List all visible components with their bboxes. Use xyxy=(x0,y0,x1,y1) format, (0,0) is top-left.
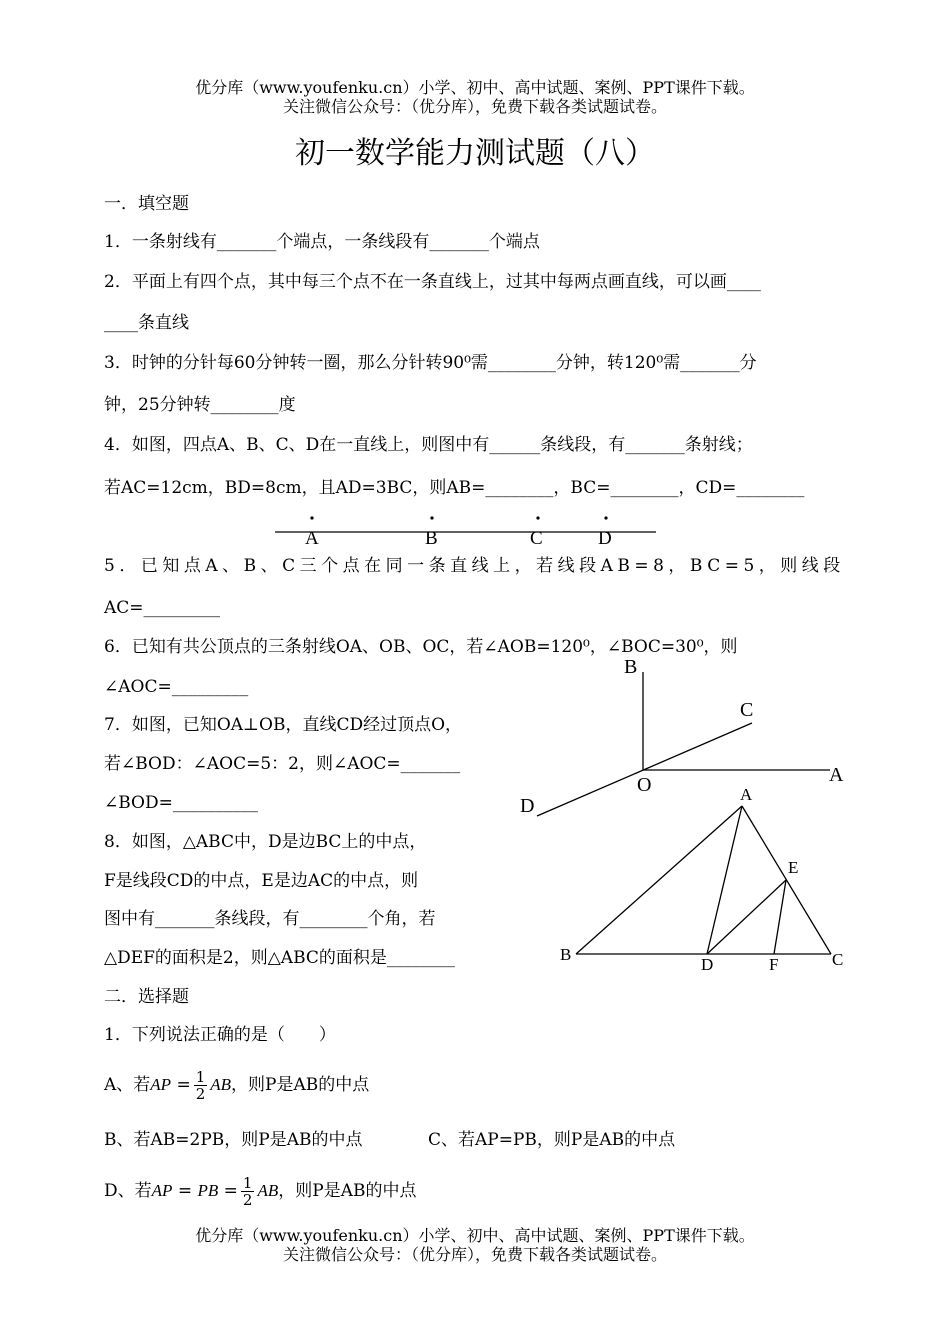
option-c: C、若AP=PB，则P是AB的中点 xyxy=(428,1130,676,1150)
question-1-3-line-2: 钟，25分钟转________度 xyxy=(104,395,296,415)
triangle-label-f: F xyxy=(769,955,779,974)
section-1-heading: 一．填空题 xyxy=(104,194,189,214)
question-1-4-line-1: 4．如图，四点A、B、C、D在一直线上，则图中有______条线段，有_______条射线； xyxy=(104,435,753,455)
header-line-1: 优分库（www.youfenku.cn）小学、初中、高中试题、案例、PPT课件下载。 xyxy=(195,78,755,97)
option-d-rhs: AB xyxy=(257,1181,279,1200)
fraction-denominator: 2 xyxy=(195,1085,206,1103)
question-1-4-line-2: 若AC=12cm，BD=8cm，且AD=3BC，则AB=________，BC=________，CD=________ xyxy=(104,478,805,498)
question-1-3-line-1: 3．时钟的分针每60分钟转一圈，那么分针转90⁰需________分钟，转120⁰需_______分 xyxy=(104,353,757,373)
question-1-8-line-3: 图中有_______条线段，有________个角，若 xyxy=(104,909,436,929)
point-a-dot xyxy=(310,516,313,519)
option-b: B、若AB=2PB，则P是AB的中点 xyxy=(104,1130,363,1150)
footer-line-2: 关注微信公众号：（优分库），免费下载各类试题试卷。 xyxy=(282,1245,667,1264)
option-d-mid: PB xyxy=(197,1181,219,1200)
point-d-dot xyxy=(604,516,607,519)
page-title: 初一数学能力测试题（八） xyxy=(295,136,655,171)
triangle-figure xyxy=(555,780,855,980)
question-1-6-line-2: ∠AOC=_________ xyxy=(104,677,249,697)
triangle-label-e: E xyxy=(788,858,799,877)
triangle-label-d: D xyxy=(701,955,714,974)
triangle-label-b: B xyxy=(560,945,572,964)
option-d xyxy=(104,1170,416,1212)
question-1-5-line-2: AC=_________ xyxy=(104,598,221,618)
triangle-label-a: A xyxy=(740,785,753,804)
question-1-7-line-1: 7．如图，已知OA⊥OB，直线CD经过顶点O， xyxy=(104,715,463,735)
segment-ab xyxy=(576,806,742,954)
point-c-dot xyxy=(536,516,539,519)
segment-ac xyxy=(742,806,831,954)
point-a-label: A xyxy=(305,528,319,549)
question-1-8-line-4: △DEF的面积是2，则△ABC的面积是________ xyxy=(104,948,455,968)
option-d-equals-1: = xyxy=(177,1181,193,1201)
point-c-label: C xyxy=(530,528,543,549)
point-d-label: D xyxy=(598,528,612,549)
question-1-2-line-2: ____条直线 xyxy=(104,313,189,333)
question-1-2-line-1: 2．平面上有四个点，其中每三个点不在一条直线上，过其中每两点画直线，可以画____ xyxy=(104,272,761,292)
fraction-numerator: 1 xyxy=(242,1174,253,1192)
option-a-suffix: ，则P是AB的中点 xyxy=(231,1075,370,1095)
question-1-1: 1．一条射线有_______个端点，一条线段有_______个端点 xyxy=(104,232,540,252)
fraction-denominator: 2 xyxy=(242,1191,253,1209)
header-line-2: 关注微信公众号：（优分库），免费下载各类试题试卷。 xyxy=(282,97,667,116)
option-d-fraction xyxy=(241,1175,255,1208)
option-a-equals: = xyxy=(176,1075,191,1095)
section-2-heading: 二．选择题 xyxy=(104,987,189,1007)
question-1-6-line-1: 6．已知有共公顶点的三条射线OA、OB、OC，若∠AOB=120⁰，∠BOC=30⁰，则 xyxy=(104,637,738,657)
point-b-dot xyxy=(430,516,433,519)
footer-line-1: 优分库（www.youfenku.cn）小学、初中、高中试题、案例、PPT课件下载。 xyxy=(195,1226,755,1245)
option-a-prefix: A、若 xyxy=(104,1075,151,1095)
line-points-figure xyxy=(270,508,670,550)
option-d-suffix: ，则P是AB的中点 xyxy=(278,1181,417,1201)
fraction-numerator: 1 xyxy=(195,1068,206,1086)
question-2-1: 1．下列说法正确的是（ ） xyxy=(104,1025,336,1045)
angle-label-b: B xyxy=(624,656,638,678)
option-d-equals-2: = xyxy=(223,1181,238,1201)
question-1-8-line-1: 8．如图，△ABC中，D是边BC上的中点， xyxy=(104,832,427,852)
question-1-5-line-1: 5．已知点A、B、C三个点在同一条直线上，若线段AB=8，BC=5，则线段 xyxy=(104,556,845,576)
question-1-8-line-2: F是线段CD的中点，E是边AC的中点，则 xyxy=(104,871,419,891)
segment-de xyxy=(707,880,786,954)
option-a-fraction xyxy=(194,1069,208,1102)
segment-ef xyxy=(774,880,786,954)
question-1-7-line-2: 若∠BOD：∠AOC=5：2，则∠AOC=_______ xyxy=(104,754,461,774)
option-a-lhs: AP xyxy=(150,1075,172,1094)
option-a-rhs: AB xyxy=(210,1075,232,1094)
option-d-prefix: D、若 xyxy=(104,1181,152,1201)
segment-ad xyxy=(707,806,742,954)
angle-label-a: A xyxy=(829,764,844,786)
angle-label-c: C xyxy=(740,699,754,721)
question-1-7-line-3: ∠BOD=__________ xyxy=(104,793,258,813)
option-d-lhs: AP xyxy=(151,1181,173,1200)
option-a xyxy=(104,1064,369,1106)
triangle-label-c: C xyxy=(832,950,844,969)
angle-label-d: D xyxy=(520,795,535,817)
angle-label-o: O xyxy=(637,774,652,796)
point-b-label: B xyxy=(425,528,438,549)
